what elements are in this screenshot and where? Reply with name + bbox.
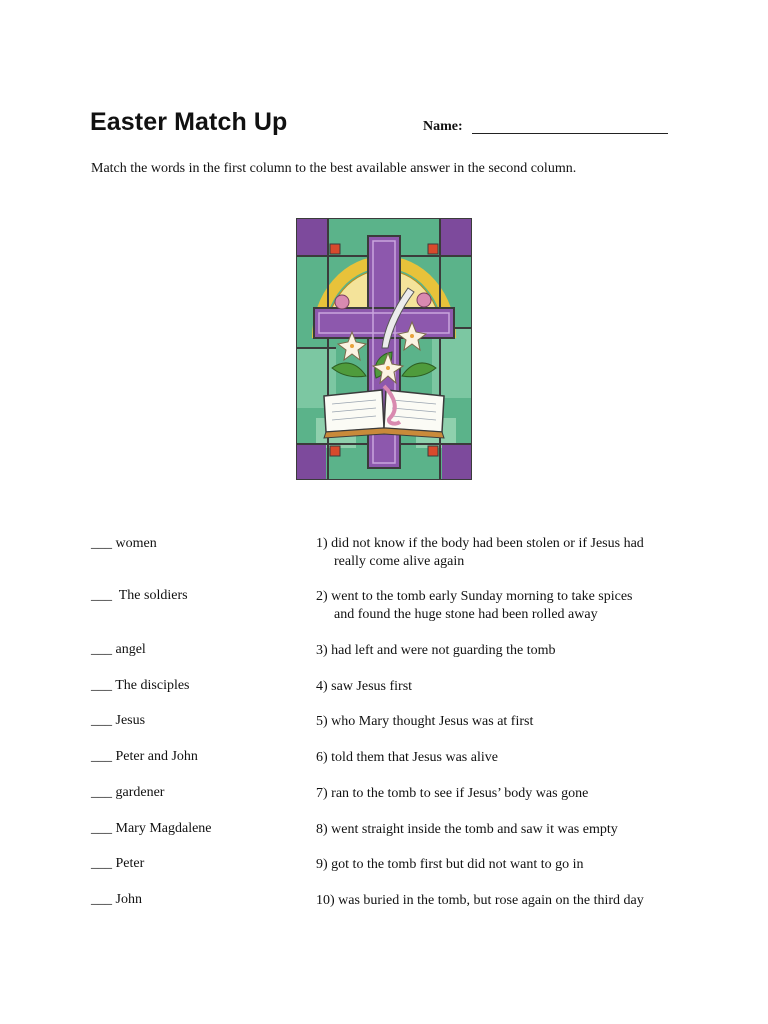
- answer-1-line2: really come alive again: [334, 554, 465, 569]
- left-item-2: ___ The soldiers: [91, 588, 188, 603]
- instructions: Match the words in the first column to the best available answer in the second column.: [91, 161, 577, 176]
- left-item-8: ___ Mary Magdalene: [91, 821, 212, 836]
- left-item-9: ___ Peter: [91, 856, 145, 871]
- answer-1: [316, 535, 686, 571]
- answer-4: 4) saw Jesus first: [316, 679, 413, 694]
- stained-glass-cross-lilies-bible-icon: [296, 218, 472, 480]
- answer-9: 9) got to the tomb first but did not want to go in: [316, 857, 584, 872]
- answer-2: [316, 588, 686, 624]
- answer-7: 7) ran to the tomb to see if Jesus’ body was gone: [316, 786, 589, 801]
- left-item-3: ___ angel: [91, 642, 146, 657]
- answer-2-line1: 2) went to the tomb early Sunday morning to take spices: [316, 589, 633, 604]
- left-item-6: ___ Peter and John: [91, 749, 198, 764]
- left-item-7: ___ gardener: [91, 785, 165, 800]
- page-title: Easter Match Up: [90, 108, 288, 136]
- left-item-4: ___ The disciples: [91, 678, 190, 693]
- name-label: Name:: [423, 119, 463, 134]
- name-field-line[interactable]: [472, 133, 668, 134]
- answer-5: 5) who Mary thought Jesus was at first: [316, 714, 534, 729]
- left-item-10: ___ John: [91, 892, 142, 907]
- answer-6: 6) told them that Jesus was alive: [316, 750, 498, 765]
- left-item-1: ___ women: [91, 536, 157, 551]
- answer-8: 8) went straight inside the tomb and saw it was empty: [316, 822, 618, 837]
- answer-3: 3) had left and were not guarding the tomb: [316, 643, 556, 658]
- answer-1-line1: 1) did not know if the body had been stolen or if Jesus had: [316, 536, 644, 551]
- answer-10: 10) was buried in the tomb, but rose again on the third day: [316, 893, 644, 908]
- left-item-5: ___ Jesus: [91, 713, 146, 728]
- answer-2-line2: and found the huge stone had been rolled away: [334, 607, 598, 622]
